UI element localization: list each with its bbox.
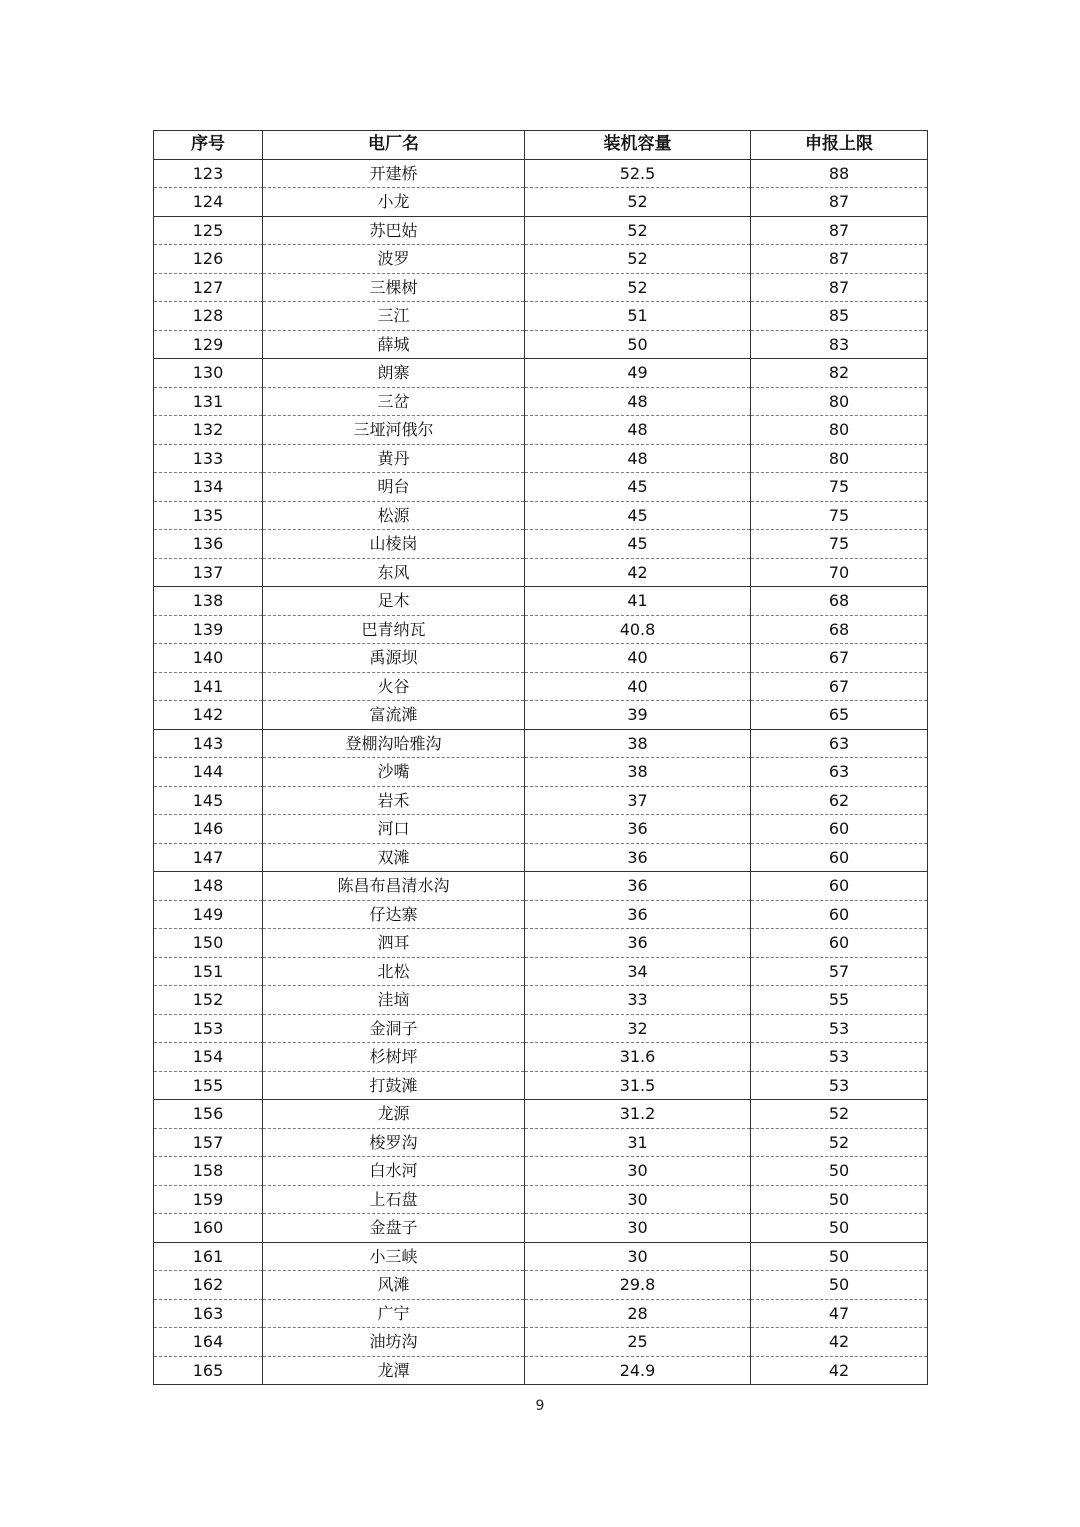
table-row xyxy=(154,1242,928,1271)
cell-index: 153 xyxy=(154,1014,263,1043)
table-row xyxy=(154,473,928,502)
table-row xyxy=(154,359,928,388)
cell-capacity: 36 xyxy=(525,929,751,958)
cell-capacity: 52 xyxy=(525,188,751,217)
cell-limit: 60 xyxy=(751,843,928,872)
cell-limit: 83 xyxy=(751,330,928,359)
cell-capacity: 36 xyxy=(525,872,751,901)
cell-limit: 53 xyxy=(751,1071,928,1100)
cell-index: 123 xyxy=(154,159,263,188)
cell-index: 130 xyxy=(154,359,263,388)
cell-index: 152 xyxy=(154,986,263,1015)
cell-limit: 50 xyxy=(751,1157,928,1186)
cell-capacity: 52.5 xyxy=(525,159,751,188)
cell-plant-name: 小三峡 xyxy=(263,1242,525,1271)
cell-capacity: 52 xyxy=(525,216,751,245)
table-row xyxy=(154,1157,928,1186)
cell-capacity: 36 xyxy=(525,843,751,872)
cell-index: 136 xyxy=(154,530,263,559)
cell-plant-name: 朗寨 xyxy=(263,359,525,388)
cell-index: 150 xyxy=(154,929,263,958)
cell-index: 142 xyxy=(154,701,263,730)
cell-limit: 80 xyxy=(751,444,928,473)
cell-limit: 70 xyxy=(751,558,928,587)
cell-limit: 75 xyxy=(751,501,928,530)
cell-capacity: 32 xyxy=(525,1014,751,1043)
cell-index: 158 xyxy=(154,1157,263,1186)
cell-index: 127 xyxy=(154,273,263,302)
cell-index: 132 xyxy=(154,416,263,445)
table-row xyxy=(154,929,928,958)
cell-limit: 60 xyxy=(751,900,928,929)
cell-plant-name: 北松 xyxy=(263,957,525,986)
power-plant-table xyxy=(153,130,928,1385)
table-row xyxy=(154,1100,928,1129)
table-row xyxy=(154,245,928,274)
table-row xyxy=(154,815,928,844)
cell-index: 140 xyxy=(154,644,263,673)
cell-plant-name: 金盘子 xyxy=(263,1214,525,1243)
cell-capacity: 45 xyxy=(525,473,751,502)
cell-index: 128 xyxy=(154,302,263,331)
cell-index: 165 xyxy=(154,1356,263,1385)
table-row xyxy=(154,1356,928,1385)
cell-capacity: 38 xyxy=(525,729,751,758)
cell-plant-name: 小龙 xyxy=(263,188,525,217)
cell-plant-name: 巴青纳瓦 xyxy=(263,615,525,644)
cell-limit: 67 xyxy=(751,672,928,701)
cell-index: 134 xyxy=(154,473,263,502)
cell-capacity: 28 xyxy=(525,1299,751,1328)
cell-plant-name: 龙潭 xyxy=(263,1356,525,1385)
cell-plant-name: 金洞子 xyxy=(263,1014,525,1043)
cell-plant-name: 薛城 xyxy=(263,330,525,359)
table-row xyxy=(154,872,928,901)
cell-plant-name: 油坊沟 xyxy=(263,1328,525,1357)
cell-limit: 53 xyxy=(751,1014,928,1043)
cell-index: 147 xyxy=(154,843,263,872)
cell-plant-name: 龙源 xyxy=(263,1100,525,1129)
cell-limit: 57 xyxy=(751,957,928,986)
cell-index: 144 xyxy=(154,758,263,787)
cell-limit: 62 xyxy=(751,786,928,815)
table-row xyxy=(154,1214,928,1243)
cell-limit: 82 xyxy=(751,359,928,388)
cell-index: 145 xyxy=(154,786,263,815)
cell-plant-name: 东风 xyxy=(263,558,525,587)
cell-plant-name: 三岔 xyxy=(263,387,525,416)
table-row xyxy=(154,1043,928,1072)
cell-limit: 42 xyxy=(751,1328,928,1357)
cell-capacity: 24.9 xyxy=(525,1356,751,1385)
cell-capacity: 45 xyxy=(525,530,751,559)
cell-index: 126 xyxy=(154,245,263,274)
cell-index: 138 xyxy=(154,587,263,616)
cell-index: 154 xyxy=(154,1043,263,1072)
cell-index: 155 xyxy=(154,1071,263,1100)
cell-index: 143 xyxy=(154,729,263,758)
page-number: 9 xyxy=(535,1398,545,1414)
cell-plant-name: 黄丹 xyxy=(263,444,525,473)
cell-capacity: 48 xyxy=(525,416,751,445)
cell-limit: 60 xyxy=(751,872,928,901)
table-row xyxy=(154,416,928,445)
cell-plant-name: 松源 xyxy=(263,501,525,530)
cell-capacity: 40 xyxy=(525,672,751,701)
cell-plant-name: 白水河 xyxy=(263,1157,525,1186)
cell-capacity: 49 xyxy=(525,359,751,388)
cell-capacity: 39 xyxy=(525,701,751,730)
cell-plant-name: 沙嘴 xyxy=(263,758,525,787)
cell-capacity: 52 xyxy=(525,273,751,302)
cell-limit: 52 xyxy=(751,1128,928,1157)
cell-limit: 52 xyxy=(751,1100,928,1129)
cell-plant-name: 禹源坝 xyxy=(263,644,525,673)
cell-index: 159 xyxy=(154,1185,263,1214)
table-row xyxy=(154,587,928,616)
table-row xyxy=(154,444,928,473)
cell-plant-name: 三棵树 xyxy=(263,273,525,302)
cell-capacity: 33 xyxy=(525,986,751,1015)
cell-index: 148 xyxy=(154,872,263,901)
table-row xyxy=(154,501,928,530)
cell-limit: 47 xyxy=(751,1299,928,1328)
table-row xyxy=(154,644,928,673)
cell-index: 162 xyxy=(154,1271,263,1300)
cell-limit: 55 xyxy=(751,986,928,1015)
cell-limit: 87 xyxy=(751,188,928,217)
table-row xyxy=(154,273,928,302)
table-row xyxy=(154,672,928,701)
cell-index: 131 xyxy=(154,387,263,416)
cell-plant-name: 广宁 xyxy=(263,1299,525,1328)
cell-plant-name: 火谷 xyxy=(263,672,525,701)
cell-capacity: 40 xyxy=(525,644,751,673)
table-row xyxy=(154,1271,928,1300)
cell-index: 139 xyxy=(154,615,263,644)
cell-plant-name: 梭罗沟 xyxy=(263,1128,525,1157)
table-row xyxy=(154,530,928,559)
cell-index: 137 xyxy=(154,558,263,587)
cell-plant-name: 仔达寨 xyxy=(263,900,525,929)
cell-index: 149 xyxy=(154,900,263,929)
cell-limit: 75 xyxy=(751,530,928,559)
cell-capacity: 37 xyxy=(525,786,751,815)
cell-capacity: 40.8 xyxy=(525,615,751,644)
table-row xyxy=(154,1328,928,1357)
cell-limit: 50 xyxy=(751,1271,928,1300)
cell-plant-name: 河口 xyxy=(263,815,525,844)
table-row xyxy=(154,1185,928,1214)
table-row xyxy=(154,330,928,359)
cell-plant-name: 苏巴姑 xyxy=(263,216,525,245)
cell-index: 160 xyxy=(154,1214,263,1243)
cell-index: 161 xyxy=(154,1242,263,1271)
cell-capacity: 31.6 xyxy=(525,1043,751,1072)
cell-limit: 87 xyxy=(751,245,928,274)
header-capacity: 装机容量 xyxy=(525,131,751,160)
cell-plant-name: 波罗 xyxy=(263,245,525,274)
cell-index: 129 xyxy=(154,330,263,359)
cell-plant-name: 泗耳 xyxy=(263,929,525,958)
table-row xyxy=(154,558,928,587)
cell-capacity: 31 xyxy=(525,1128,751,1157)
cell-plant-name: 三垭河俄尔 xyxy=(263,416,525,445)
cell-limit: 65 xyxy=(751,701,928,730)
table-row xyxy=(154,216,928,245)
cell-index: 146 xyxy=(154,815,263,844)
cell-limit: 63 xyxy=(751,758,928,787)
cell-capacity: 48 xyxy=(525,387,751,416)
cell-plant-name: 岩禾 xyxy=(263,786,525,815)
cell-capacity: 31.2 xyxy=(525,1100,751,1129)
table-row xyxy=(154,758,928,787)
table-row xyxy=(154,986,928,1015)
cell-limit: 87 xyxy=(751,273,928,302)
cell-capacity: 34 xyxy=(525,957,751,986)
table-row xyxy=(154,1071,928,1100)
cell-capacity: 30 xyxy=(525,1185,751,1214)
cell-capacity: 52 xyxy=(525,245,751,274)
cell-plant-name: 洼垴 xyxy=(263,986,525,1015)
cell-plant-name: 陈昌布昌清水沟 xyxy=(263,872,525,901)
cell-capacity: 42 xyxy=(525,558,751,587)
cell-capacity: 30 xyxy=(525,1242,751,1271)
cell-limit: 50 xyxy=(751,1214,928,1243)
cell-index: 151 xyxy=(154,957,263,986)
cell-plant-name: 富流滩 xyxy=(263,701,525,730)
cell-limit: 75 xyxy=(751,473,928,502)
cell-index: 164 xyxy=(154,1328,263,1357)
cell-limit: 63 xyxy=(751,729,928,758)
table-row xyxy=(154,615,928,644)
cell-capacity: 36 xyxy=(525,815,751,844)
table-row xyxy=(154,302,928,331)
cell-plant-name: 登棚沟哈雅沟 xyxy=(263,729,525,758)
cell-plant-name: 打鼓滩 xyxy=(263,1071,525,1100)
table-row xyxy=(154,729,928,758)
cell-capacity: 45 xyxy=(525,501,751,530)
cell-limit: 80 xyxy=(751,387,928,416)
cell-capacity: 41 xyxy=(525,587,751,616)
cell-capacity: 51 xyxy=(525,302,751,331)
header-plant-name: 电厂名 xyxy=(263,131,525,160)
table-row xyxy=(154,786,928,815)
cell-capacity: 48 xyxy=(525,444,751,473)
table-row xyxy=(154,1299,928,1328)
table-body xyxy=(154,159,928,1385)
cell-limit: 53 xyxy=(751,1043,928,1072)
header-limit: 申报上限 xyxy=(751,131,928,160)
cell-limit: 88 xyxy=(751,159,928,188)
header-index: 序号 xyxy=(154,131,263,160)
table-row xyxy=(154,387,928,416)
header-row xyxy=(154,131,928,160)
cell-index: 124 xyxy=(154,188,263,217)
cell-plant-name: 开建桥 xyxy=(263,159,525,188)
cell-capacity: 31.5 xyxy=(525,1071,751,1100)
table-row xyxy=(154,843,928,872)
cell-plant-name: 明台 xyxy=(263,473,525,502)
cell-plant-name: 三江 xyxy=(263,302,525,331)
cell-limit: 60 xyxy=(751,815,928,844)
table-row xyxy=(154,957,928,986)
cell-limit: 80 xyxy=(751,416,928,445)
cell-capacity: 38 xyxy=(525,758,751,787)
cell-limit: 60 xyxy=(751,929,928,958)
cell-capacity: 25 xyxy=(525,1328,751,1357)
cell-limit: 68 xyxy=(751,587,928,616)
cell-plant-name: 风滩 xyxy=(263,1271,525,1300)
cell-index: 141 xyxy=(154,672,263,701)
cell-plant-name: 上石盘 xyxy=(263,1185,525,1214)
cell-index: 156 xyxy=(154,1100,263,1129)
cell-capacity: 30 xyxy=(525,1157,751,1186)
table-row xyxy=(154,900,928,929)
cell-index: 133 xyxy=(154,444,263,473)
cell-limit: 50 xyxy=(751,1185,928,1214)
cell-plant-name: 双滩 xyxy=(263,843,525,872)
cell-limit: 50 xyxy=(751,1242,928,1271)
cell-index: 125 xyxy=(154,216,263,245)
cell-plant-name: 杉树坪 xyxy=(263,1043,525,1072)
cell-capacity: 36 xyxy=(525,900,751,929)
cell-limit: 67 xyxy=(751,644,928,673)
table-row xyxy=(154,1014,928,1043)
cell-limit: 68 xyxy=(751,615,928,644)
cell-capacity: 30 xyxy=(525,1214,751,1243)
table-header xyxy=(154,131,928,160)
table-row xyxy=(154,1128,928,1157)
cell-index: 163 xyxy=(154,1299,263,1328)
cell-limit: 42 xyxy=(751,1356,928,1385)
cell-plant-name: 山棱岗 xyxy=(263,530,525,559)
cell-limit: 85 xyxy=(751,302,928,331)
table-row xyxy=(154,159,928,188)
cell-index: 157 xyxy=(154,1128,263,1157)
table-row xyxy=(154,188,928,217)
cell-plant-name: 足木 xyxy=(263,587,525,616)
cell-limit: 87 xyxy=(751,216,928,245)
table-row xyxy=(154,701,928,730)
cell-capacity: 50 xyxy=(525,330,751,359)
cell-index: 135 xyxy=(154,501,263,530)
cell-capacity: 29.8 xyxy=(525,1271,751,1300)
